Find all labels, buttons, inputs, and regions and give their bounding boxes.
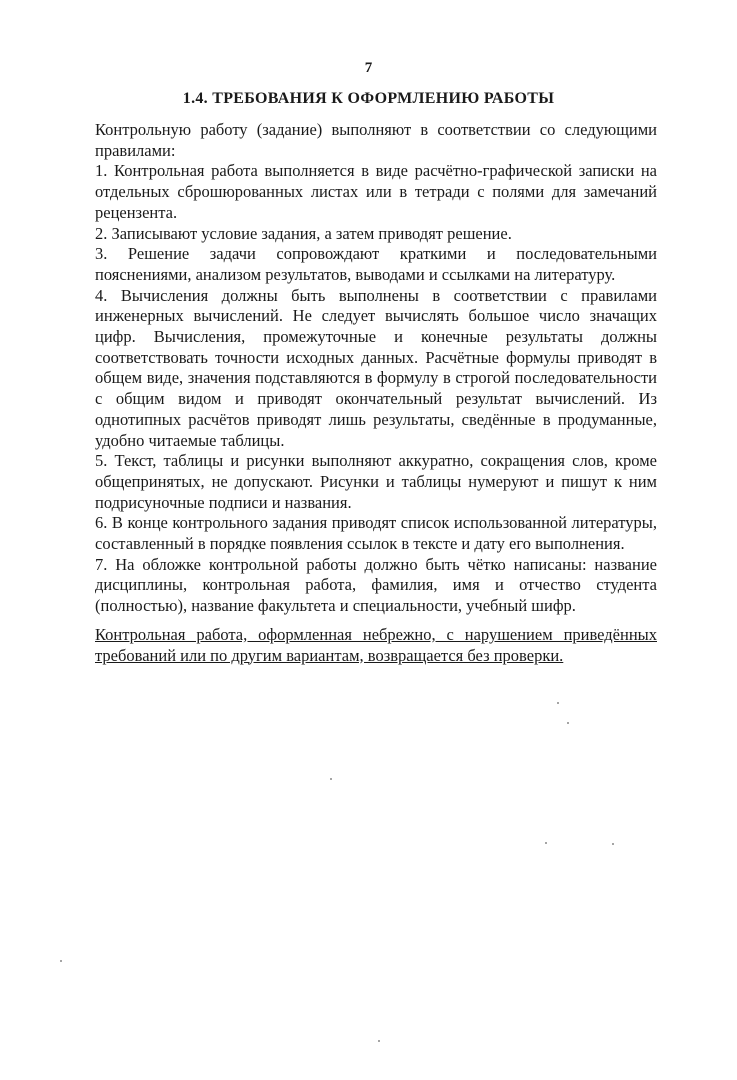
final-note: Контрольная работа, оформленная небрежно, с нарушением приведённых требований или по другим вариантам, возвращается без проверки.: [95, 624, 657, 665]
scan-speck: [557, 702, 559, 704]
list-item: 3. Решение задачи сопровождают краткими и последовательными пояснениями, анализом результатов, выводами и ссылками на литературу.: [95, 244, 657, 284]
list-item: 5. Текст, таблицы и рисунки выполняют аккуратно, сокращения слов, кроме общепринятых, не допускают. Рисунки и таблицы нумеруют и пишут к ним подрисуночные подписи и названия.: [95, 451, 657, 512]
section-heading: 1.4. ТРЕБОВАНИЯ К ОФОРМЛЕНИЮ РАБОТЫ: [182, 90, 555, 107]
intro-paragraph: Контрольную работу (задание) выполняют в соответствии со следующими правилами:: [95, 120, 657, 160]
document-body: [95, 120, 657, 666]
scan-speck: [60, 960, 62, 962]
list-item: 4. Вычисления должны быть выполнены в соответствии с правилами инженерных вычислений. Не следует вычислять большое число значащих цифр. Вычисления, промежуточные и конечные результаты должны соответствовать точности исходных данных. Расчётные формулы приводят в общем виде, значения подставляются в формулу в строгой последовательности с общим видом и приводят окончательный результат вычислений. Из однотипных расчётов приводят лишь результаты, сведённые в продуманные, удобно читаемые таблицы.: [95, 285, 657, 450]
scan-speck: [330, 778, 332, 780]
scan-speck: [545, 842, 547, 844]
scan-speck: [378, 1040, 380, 1042]
scan-speck: [567, 722, 569, 724]
list-item: 2. Записывают условие задания, а затем приводят решение.: [95, 223, 512, 243]
list-item: 1. Контрольная работа выполняется в виде расчётно-графической записки на отдельных сброшюрованных листах или в тетради с полями для замечаний рецензента.: [95, 161, 657, 222]
list-item: 7. На обложке контрольной работы должно быть чётко написаны: название дисциплины, контрольная работа, фамилия, имя и отчество студента (полностью), название факультета и специальности, учебный шифр.: [95, 554, 657, 616]
requirements-list: [95, 161, 657, 616]
page-number: 7: [364, 60, 373, 76]
list-item: 6. В конце контрольного задания приводят список использованной литературы, составленный в порядке появления ссылок в тексте и дату его выполнения.: [95, 513, 657, 554]
scan-speck: [612, 843, 614, 845]
